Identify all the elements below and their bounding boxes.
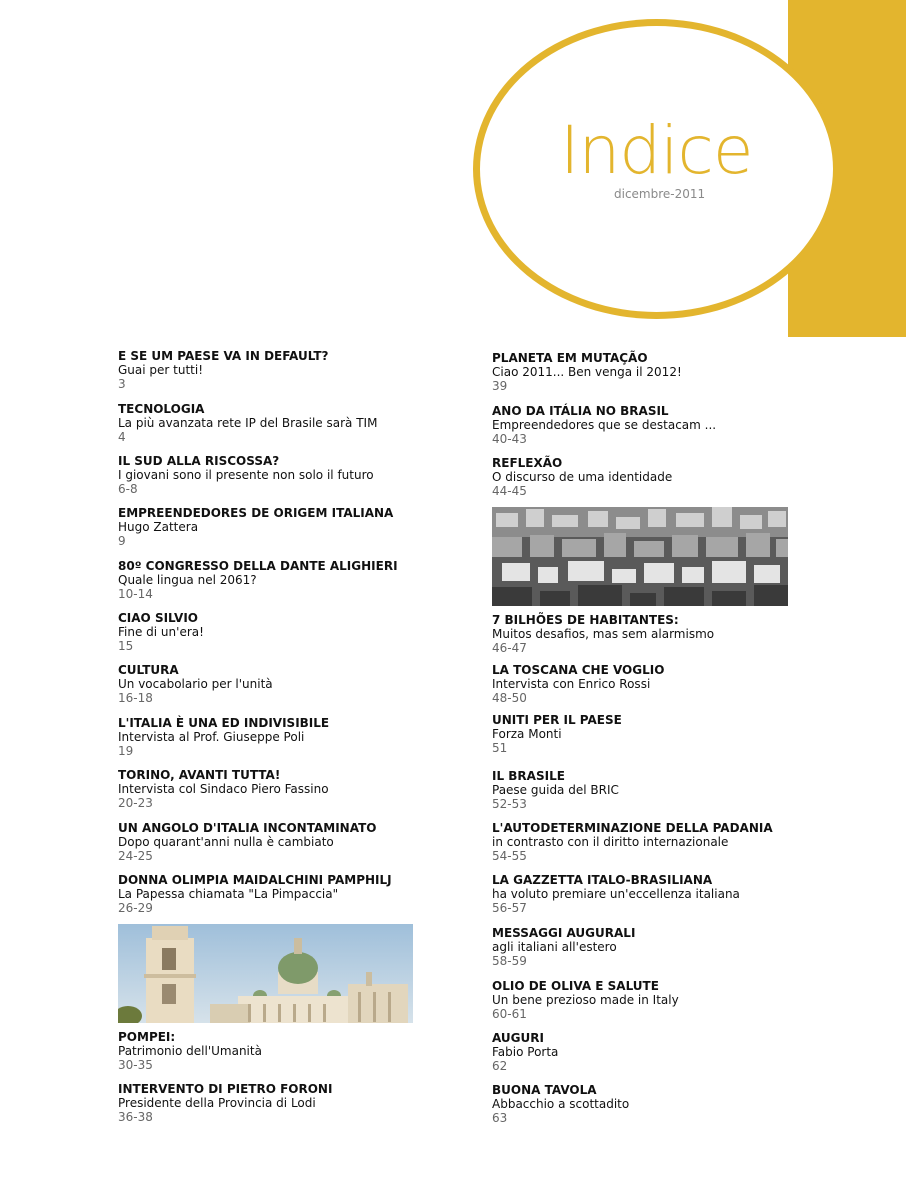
toc-entry[interactable] <box>118 349 418 391</box>
entry-heading: OLIO DE OLIVA E SALUTE <box>492 979 659 993</box>
entry-pages: 48-50 <box>492 691 527 705</box>
entry-pages: 46-47 <box>492 641 527 655</box>
toc-entry[interactable] <box>492 613 792 655</box>
entry-heading: MESSAGGI AUGURALI <box>492 926 636 940</box>
entry-subtitle: Fabio Porta <box>492 1045 559 1059</box>
toc-entry[interactable] <box>118 402 418 444</box>
toc-entry[interactable] <box>492 926 792 968</box>
entry-subtitle: Un bene prezioso made in Italy <box>492 993 679 1007</box>
toc-entry[interactable] <box>118 454 418 496</box>
issue-date: dicembre-2011 <box>614 187 706 201</box>
favela-photo <box>492 507 788 606</box>
entry-pages: 26-29 <box>118 901 153 915</box>
entry-subtitle: Empreendedores que se destacam ... <box>492 418 717 432</box>
basilica-illustration <box>118 924 413 1023</box>
toc-entry[interactable] <box>492 821 792 863</box>
entry-heading: AUGURI <box>492 1031 544 1045</box>
entry-subtitle: Ciao 2011... Ben venga il 2012! <box>492 365 682 379</box>
entry-subtitle: Hugo Zattera <box>118 520 199 534</box>
entry-subtitle: Muitos desafios, mas sem alarmismo <box>492 627 715 641</box>
toc-entry[interactable] <box>492 404 792 446</box>
entry-heading: DONNA OLIMPIA MAIDALCHINI PAMPHILJ <box>118 873 392 887</box>
entry-heading: TORINO, AVANTI TUTTA! <box>118 768 281 782</box>
entry-heading: IL SUD ALLA RISCOSSA? <box>118 454 280 468</box>
toc-entry[interactable] <box>492 713 792 755</box>
toc-entry[interactable] <box>118 1030 418 1072</box>
entry-pages: 62 <box>492 1059 508 1073</box>
entry-heading: LA TOSCANA CHE VOGLIO <box>492 663 665 677</box>
entry-heading: LA GAZZETTA ITALO-BRASILIANA <box>492 873 713 887</box>
entry-pages: 24-25 <box>118 849 153 863</box>
toc-entry[interactable] <box>118 611 418 653</box>
entry-pages: 10-14 <box>118 587 153 601</box>
entry-heading: UNITI PER IL PAESE <box>492 713 622 727</box>
entry-pages: 6-8 <box>118 482 138 496</box>
entry-heading: L'ITALIA È UNA ED INDIVISIBILE <box>118 716 330 730</box>
entry-heading: INTERVENTO DI PIETRO FORONI <box>118 1082 333 1096</box>
entry-pages: 51 <box>492 741 508 755</box>
entry-subtitle: Forza Monti <box>492 727 562 741</box>
toc-entry[interactable] <box>118 768 418 810</box>
toc-entry[interactable] <box>118 559 418 601</box>
entry-subtitle: Abbacchio a scottadito <box>492 1097 630 1111</box>
entry-heading: IL BRASILE <box>492 769 565 783</box>
toc-entry[interactable] <box>118 821 418 863</box>
entry-subtitle: Intervista al Prof. Giuseppe Poli <box>118 730 305 744</box>
entry-heading: 80º CONGRESSO DELLA DANTE ALIGHIERI <box>118 559 398 573</box>
entry-pages: 63 <box>492 1111 508 1125</box>
entry-subtitle: Un vocabolario per l'unità <box>118 677 273 691</box>
entry-subtitle: Dopo quarant'anni nulla è cambiato <box>118 835 334 849</box>
entry-subtitle: Patrimonio dell'Umanità <box>118 1044 262 1058</box>
entry-pages: 20-23 <box>118 796 153 810</box>
toc-entry[interactable] <box>118 716 418 758</box>
entry-subtitle: I giovani sono il presente non solo il futuro <box>118 468 374 482</box>
basilica-photo <box>118 924 413 1023</box>
toc-entry[interactable] <box>492 1083 792 1125</box>
entry-pages: 40-43 <box>492 432 527 446</box>
entry-subtitle: Paese guida del BRIC <box>492 783 619 797</box>
entry-pages: 60-61 <box>492 1007 527 1021</box>
entry-pages: 15 <box>118 639 134 653</box>
entry-heading: ANO DA ITÁLIA NO BRASIL <box>492 404 669 418</box>
entry-pages: 52-53 <box>492 797 527 811</box>
entry-subtitle: O discurso de uma identidade <box>492 470 673 484</box>
entry-pages: 56-57 <box>492 901 527 915</box>
entry-pages: 16-18 <box>118 691 153 705</box>
entry-heading: REFLEXÃO <box>492 456 563 470</box>
entry-pages: 4 <box>118 430 126 444</box>
entry-heading: CIAO SILVIO <box>118 611 198 625</box>
entry-pages: 9 <box>118 534 126 548</box>
entry-pages: 19 <box>118 744 134 758</box>
entry-heading: PLANETA EM MUTAÇÃO <box>492 351 648 365</box>
entry-subtitle: Guai per tutti! <box>118 363 204 377</box>
entry-heading: CULTURA <box>118 663 179 677</box>
entry-pages: 54-55 <box>492 849 527 863</box>
entry-heading: UN ANGOLO D'ITALIA INCONTAMINATO <box>118 821 377 835</box>
entry-subtitle: Presidente della Provincia di Lodi <box>118 1096 316 1110</box>
entry-subtitle: Intervista col Sindaco Piero Fassino <box>118 782 329 796</box>
toc-entry[interactable] <box>492 663 792 705</box>
entry-subtitle: Intervista con Enrico Rossi <box>492 677 651 691</box>
entry-subtitle: in contrasto con il diritto internazionale <box>492 835 729 849</box>
toc-entry[interactable] <box>492 979 792 1021</box>
toc-entry[interactable] <box>118 506 418 548</box>
toc-entry[interactable] <box>118 873 418 915</box>
entry-pages: 44-45 <box>492 484 527 498</box>
entry-pages: 36-38 <box>118 1110 153 1124</box>
entry-subtitle: agli italiani all'estero <box>492 940 617 954</box>
entry-heading: BUONA TAVOLA <box>492 1083 597 1097</box>
toc-entry[interactable] <box>492 456 792 498</box>
entry-subtitle: La Papessa chiamata "La Pimpaccia" <box>118 887 339 901</box>
entry-pages: 30-35 <box>118 1058 153 1072</box>
toc-entry[interactable] <box>118 663 418 705</box>
toc-entry[interactable] <box>492 873 792 915</box>
entry-pages: 3 <box>118 377 126 391</box>
entry-subtitle: Fine di un'era! <box>118 625 204 639</box>
toc-entry[interactable] <box>492 351 792 393</box>
entry-heading: E SE UM PAESE VA IN DEFAULT? <box>118 349 329 363</box>
favela-illustration <box>492 507 788 606</box>
entry-heading: 7 BILHÕES DE HABITANTES: <box>492 613 679 627</box>
toc-entry[interactable] <box>492 769 792 811</box>
entry-subtitle: La più avanzata rete IP del Brasile sarà TIM <box>118 416 378 430</box>
page-title: Indice <box>560 112 753 189</box>
entry-heading: EMPREENDEDORES DE ORIGEM ITALIANA <box>118 506 394 520</box>
toc-entry[interactable] <box>492 1031 792 1073</box>
entry-heading: POMPEI: <box>118 1030 176 1044</box>
entry-heading: TECNOLOGIA <box>118 402 205 416</box>
entry-subtitle: ha voluto premiare un'eccellenza italiana <box>492 887 740 901</box>
entry-heading: L'AUTODETERMINAZIONE DELLA PADANIA <box>492 821 773 835</box>
entry-subtitle: Quale lingua nel 2061? <box>118 573 257 587</box>
entry-pages: 58-59 <box>492 954 527 968</box>
toc-entry[interactable] <box>118 1082 418 1124</box>
entry-pages: 39 <box>492 379 508 393</box>
